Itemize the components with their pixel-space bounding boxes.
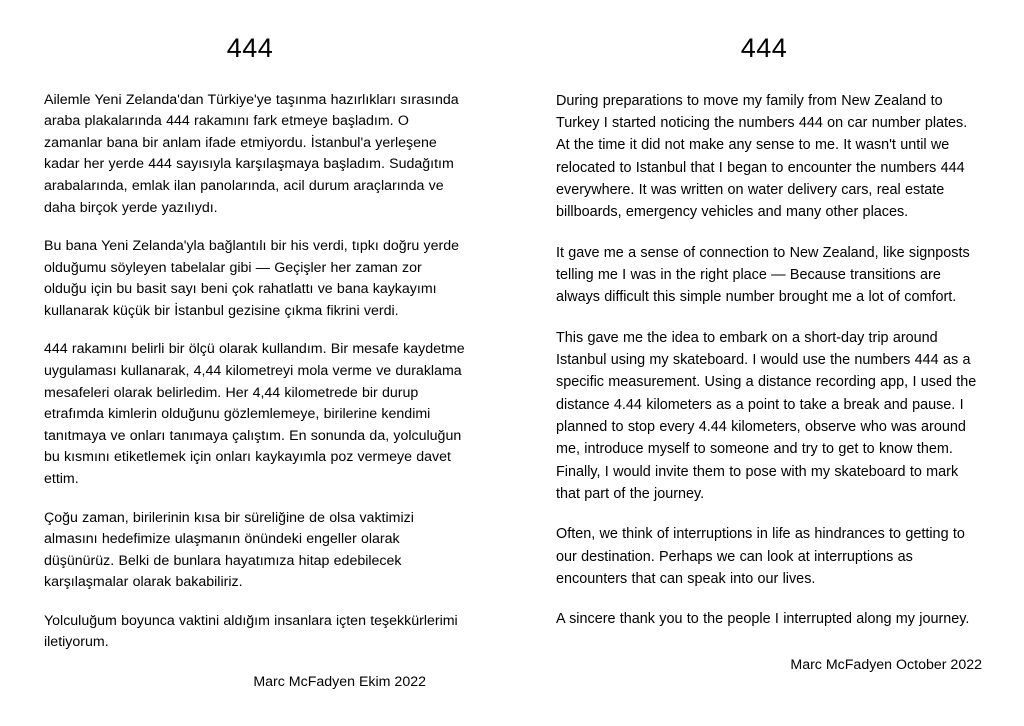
paragraph: Often, we think of interruptions in life as hindrances to getting to our destination. Perhaps we can look at interruptions as encounters that can speak into our lives. [556, 526, 965, 587]
column-english [512, 0, 1024, 726]
paragraph: 444 rakamını belirli bir ölçü olarak kullandım. Bir mesafe kaydetme uygulaması kullanarak, 4,44 kilometreyi mola verme ve duraklama mesafeleri olarak belirledim. Her 4,44 kilometrede bir durup etrafımda kimlerin olduğunu gözlemlemeye, birilerine kendimi tanıtmaya ve onları tanımaya çalıştım. En sonunda da, yolculuğun bu kısmını etiketlemek için onları kaykayımla poz vermeye davet ettim. [44, 341, 465, 487]
paragraph: A sincere thank you to the people I interrupted along my journey. [556, 611, 970, 628]
paragraph: This gave me the idea to embark on a short-day trip around Istanbul using my skateboard. I would use the numbers 444 as a specific measurement. Using a distance recording app, I used the distance 4.44 kilometers as a point to take a break and pause. I planned to stop every 4.44 kilometers, observe who was around me, introduce myself to someone and try to get to know them. Finally, I would invite them to pose with my skateboard to mark that part of the journey. [556, 329, 977, 502]
paragraph: During preparations to move my family from New Zealand to Turkey I started noticing the numbers 444 on car number plates. At the time it did not make any sense to me. It wasn't until we relocated to Istanbul that I began to encounter the numbers 444 everywhere. It was written on water delivery cars, real estate billboards, emergency vehicles and many other places. [556, 92, 968, 221]
paragraph: Çoğu zaman, birilerinin kısa bir süreliğine de olsa vaktimizi almasını hedefimize ulaşmanın önündeki engeller olarak düşünürüz. Belki de bunlara hayatımıza hitap edebilecek karşılaşmalar olarak bakabiliriz. [44, 509, 414, 591]
column-title-english: 444 [740, 33, 788, 63]
paragraph: Yolculuğum boyunca vaktini aldığım insanlara içten teşekkürlerimi iletiyorum. [44, 612, 458, 651]
paragraph: Ailemle Yeni Zelanda'dan Türkiye'ye taşınma hazırlıkları sırasında araba plakalarında 444 rakamını fark etmeye başladım. O zamanlar bana bir anlam ifade etmiyordu. İstanbul'a yerleşene kadar her yerde 444 sayısıyla karşılaşmaya başladım. Sudağıtım arabalarında, emlak ilan panolarında, acil durum araçlarında ve daha birçok yerde yazılıydı. [44, 91, 459, 216]
signature-turkish: Marc McFadyen Ekim 2022 [253, 673, 426, 690]
paragraph: It gave me a sense of connection to New Zealand, like signposts telling me I was in the right place — Because transitions are always difficult this simple number brought me a lot of comfort. [556, 244, 970, 306]
signature-english: Marc McFadyen October 2022 [790, 656, 982, 673]
paragraph: Bu bana Yeni Zelanda'yla bağlantılı bir his verdi, tıpkı doğru yerde olduğumu söyleyen tabelalar gibi — Geçişler her zaman zor olduğu için bu basit sayı beni çok rahatlattı ve bana kaykayımı kullanarak küçük bir İstanbul gezisine çıkma fikrini verdi. [44, 238, 460, 319]
column-title-turkish: 444 [226, 33, 274, 63]
